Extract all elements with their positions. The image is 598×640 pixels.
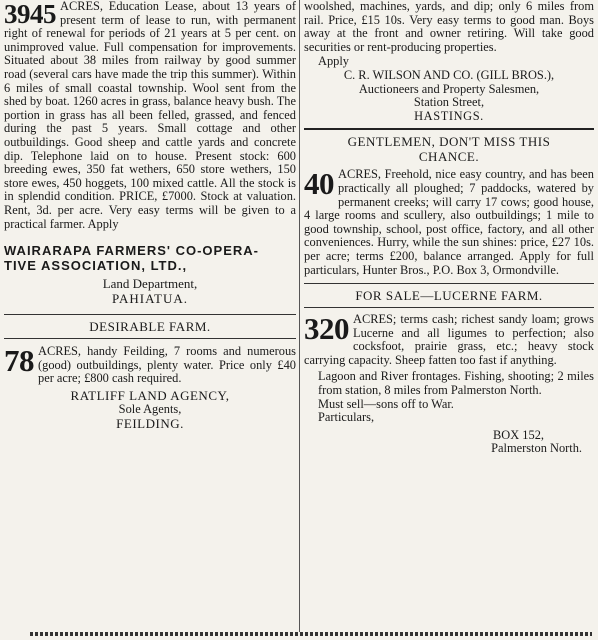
agent-department: Land Department, <box>102 276 198 292</box>
divider <box>4 338 296 339</box>
ad-paragraph: Particulars, <box>318 410 375 425</box>
agent-town: HASTINGS. <box>414 108 484 123</box>
agent-town: FEILDING. <box>116 416 184 432</box>
ad-lead-number: 320 <box>304 311 349 347</box>
bottom-rule <box>30 632 592 636</box>
column-rule <box>299 0 300 632</box>
box-number: BOX 152, <box>493 427 544 442</box>
agent-name-line-2: TIVE ASSOCIATION, LTD., <box>4 258 188 274</box>
education-lease-ad <box>4 0 296 306</box>
ad-lead-number: 78 <box>4 343 34 379</box>
ad-body-text: ACRES, Freehold, nice easy country, and has been practically all ploughed; 7 paddocks, watered by permanent creeks; will carry 17 cows; good house, 4 large rooms and scullery, also outbuildings; 1 mile to good township, school, post office, factory, and all other conveniences. Hurry, while the sun shines: price, £27 10s. per acre; terms £200, balance arranged. Apply for full particulars, Hunter Bros., P.O. Box 3, Ormondville. <box>304 167 594 277</box>
agent-name: C. R. WILSON AND CO. (GILL BROS.), <box>343 67 555 82</box>
left-column <box>4 0 296 431</box>
divider <box>304 128 594 130</box>
agent-role: Sole Agents, <box>118 401 182 416</box>
desirable-farm-ad <box>4 319 296 431</box>
ad-body-text: ACRES, Education Lease, about 13 years of present term of lease to run, with permanent right of renewal for periods of 21 years at 5 per cent. on unimproved value. Full compensation for improvements. Situated about 38 miles from railway by good summer road (several cars have made the trip this summer). Within 6 miles of small coastal township. Wool sent from the shed by boat. 1260 acres in grass, balance heavy bush. The portion in grass has all been felled, grassed, and fenced during the past 5 years. Small cottage and other outbuildings. Good sheep and cattle yards and concrete dip. Telephone laid on to house. Present stock: 600 breeding ewes, 350 fat wethers, 650 store wethers, 150 store ewes, 450 hoggets, 100 mixed cattle. All the stock is in splendid condition. PRICE, £7000. Stock at valuation. Rent, 3d. per acre. Very easy terms will be given to a practical farmer. Apply <box>4 0 296 231</box>
apply-label: Apply <box>318 54 349 69</box>
ad-heading-line-2: CHANCE. <box>418 149 480 165</box>
ad-heading: DESIRABLE FARM. <box>89 319 211 335</box>
ad-body-text: ACRES, handy Feilding, 7 rooms and numerous (good) outbuildings, plenty water. Price only £40 per acre; £800 cash required. <box>38 344 296 386</box>
agent-street: Station Street, <box>413 95 485 110</box>
agent-name: RATLIFF LAND AGENCY, <box>70 387 230 403</box>
lucerne-farm-ad <box>304 288 594 456</box>
ad-heading-line-1: GENTLEMEN, DON'T MISS THIS <box>347 134 551 150</box>
ad-lead-number: 3945 <box>4 0 56 29</box>
box-town: Palmerston North. <box>491 441 582 456</box>
hastings-ad <box>304 0 594 123</box>
ad-lead-number: 40 <box>304 166 334 202</box>
divider <box>4 314 296 315</box>
divider <box>304 283 594 284</box>
ad-body-text: woolshed, machines, yards, and dip; only 6 miles from rail. Price, £15 10s. Very easy terms to good man. Boys away at the front and owner retiring. Will take good securities or rent-producing properties. <box>304 0 594 54</box>
ad-heading: FOR SALE—LUCERNE FARM. <box>355 288 543 304</box>
ad-paragraph: Must sell—sons off to War. <box>318 396 454 411</box>
agent-name-line-1: WAIRARAPA FARMERS' CO-OPERA- <box>4 243 259 259</box>
divider <box>304 307 594 308</box>
ad-body-text: ACRES; terms cash; richest sandy loam; grows Lucerne and all ligumes to perfection; also cocksfoot, prairie grass, etc.; heavy stock carrying capacity. Sheep fatten too fast if anything. <box>304 312 594 367</box>
agent-town: PAHIATUA. <box>111 291 189 307</box>
gentlemen-ad <box>304 134 594 277</box>
agent-role: Auctioneers and Property Salesmen, <box>358 81 540 96</box>
right-column <box>304 0 594 456</box>
ad-paragraph: Lagoon and River frontages. Fishing, shooting; 2 miles from station, 8 miles from Palmerston North. <box>318 369 594 398</box>
